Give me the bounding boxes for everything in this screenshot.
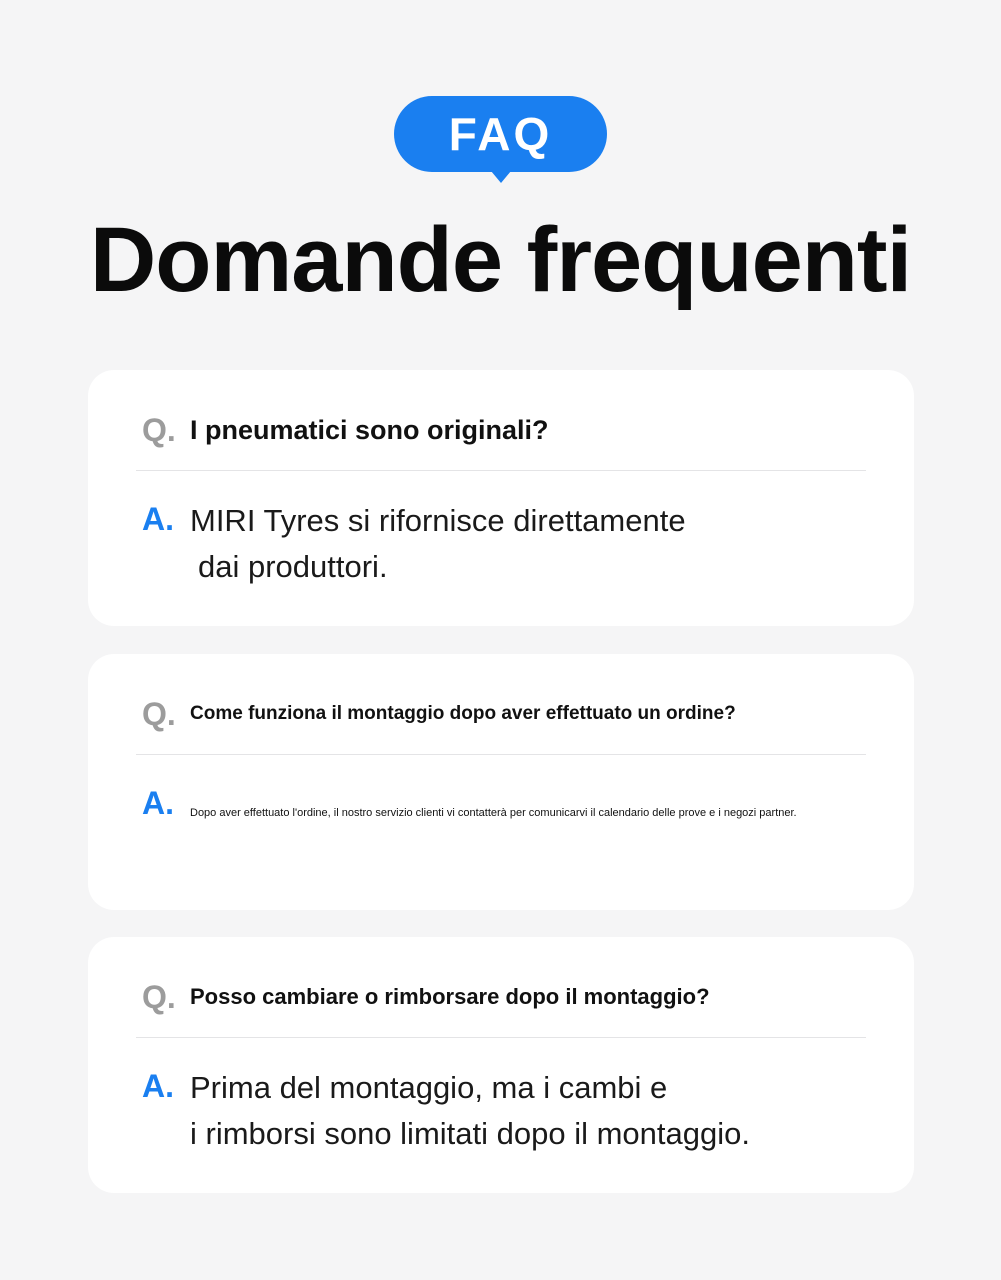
answer-text [190, 1065, 750, 1157]
faq-badge [394, 96, 607, 172]
question-marker: Q. [142, 695, 176, 732]
answer-text: Dopo aver effettuato l'ordine, il nostro servizio clienti vi contatterà per comunicarvi il calendario delle prove e i negozi partner. [190, 807, 797, 819]
question-row [142, 977, 874, 1017]
question-text: I pneumatici sono originali? [190, 414, 549, 445]
question-marker: Q. [142, 411, 176, 448]
faq-badge-label: FAQ [448, 108, 553, 160]
question-row [142, 694, 874, 734]
question-marker: Q. [142, 978, 176, 1015]
page-title: Domande frequenti [89, 209, 912, 311]
answer-row [142, 782, 874, 824]
answer-marker: A. [142, 785, 174, 821]
divider [136, 470, 866, 471]
divider [136, 1037, 866, 1038]
answer-marker: A. [142, 501, 174, 537]
faq-item [88, 370, 914, 626]
answer-row [142, 498, 874, 590]
answer-line: MIRI Tyres si rifornisce direttamente [190, 503, 686, 538]
answer-row [142, 1065, 874, 1157]
question-row [142, 410, 874, 450]
question-text: Come funziona il montaggio dopo aver effettuato un ordine? [190, 703, 736, 724]
faq-item [88, 937, 914, 1193]
faq-item [88, 654, 914, 910]
answer-line: Prima del montaggio, ma i cambi e [190, 1070, 668, 1105]
question-text: Posso cambiare o rimborsare dopo il montaggio? [190, 984, 710, 1009]
divider [136, 754, 866, 755]
answer-line: i rimborsi sono limitati dopo il montaggio. [190, 1116, 750, 1151]
answer-marker: A. [142, 1068, 174, 1104]
answer-text [190, 498, 686, 590]
answer-line: dai produttori. [198, 549, 388, 584]
